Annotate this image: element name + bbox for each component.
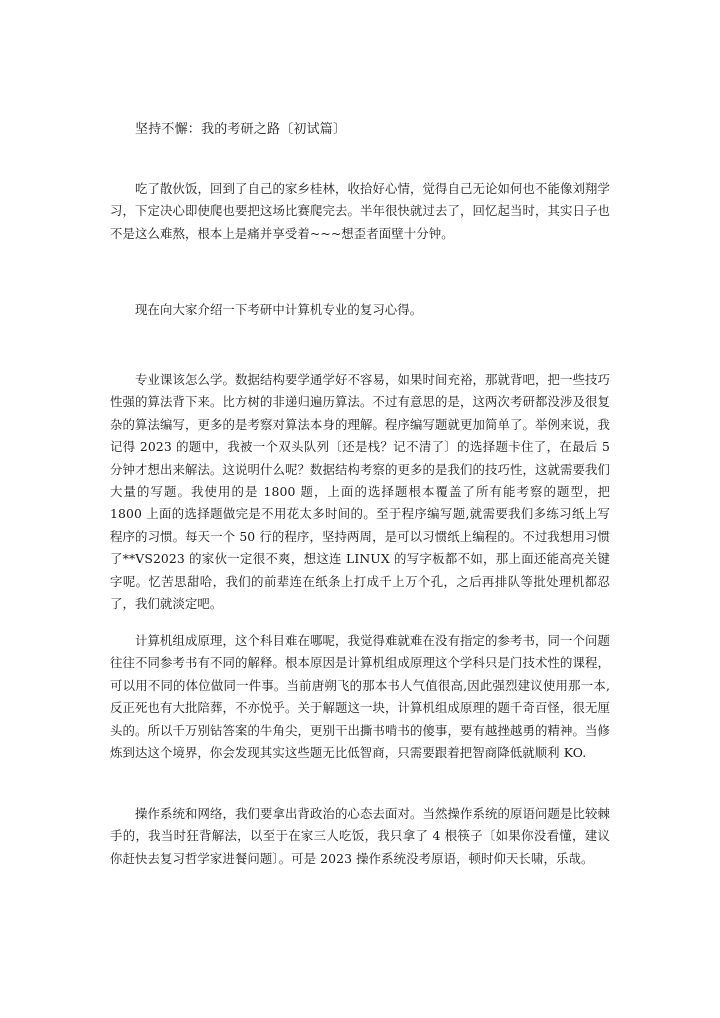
- paragraph-data-structures: 专业课该怎么学。数据结构要学通学好不容易，如果时间充裕，那就背吧，把一些技巧性强的算法背下来。比方树的非递归遍历算法。不过有意思的是，这两次考研都没涉及很复杂的算法编写，更多的是考察对算法本身的理解。程序编写题就更加简单了。举例来说，我记得 2023 的题中，我被一个双头队列〔还是栈？记不清了〕的选择题卡住了，在最后 5 分钟才想出来解法。这说明什么呢？数据结构考察的更多的是我们的技巧性，这就需要我们大量的写题。我使用的是 1800 题，上面的选择题根本覆盖了所有能考察的题型，把 1800 上面的选择题做完是不用花太多时间的。至于程序编写题,就需要我们多练习纸上写程序的习惯。每天一个 50 行的程序，坚持两周，是可以习惯纸上编程的。不过我想用习惯了**VS2023 的家伙一定很不爽，想这连 LINUX 的写字板都不如，那上面还能高亮关键字呢。忆苦思甜哈，我们的前辈连在纸条上打成千上万个孔，之后再排队等批处理机都忍了，我们就淡定吧。: [110, 372, 610, 612]
- article-title: 坚持不懈：我的考研之路〔初试篇〕: [135, 122, 347, 137]
- paragraph-computer-organization: 计算机组成原理，这个科目难在哪呢，我觉得难就难在没有指定的参考书，同一个问题往往不同参考书有不同的解释。根本原因是计算机组成原理这个学科只是门技术性的课程，可以用不同的体位做同一件事。当前唐朔飞的那本书人气值很高,因此强烈建议使用那一本,反正死也有大批陪葬，不亦悦乎。关于解题这一块，计算机组成原理的题千奇百怪，很无厘头的。所以千万别钻答案的牛角尖，更别干出撕书啃书的傻事，要有越挫越勇的精神。当修炼到达这个境界，你会发现其实这些题无比低智商，只需要跟着把智商降低就顺利 KO.: [110, 633, 610, 761]
- paragraph-os-network: 操作系统和网络，我们要拿出背政治的心态去面对。当然操作系统的原语问题是比较棘手的，我当时狂背解法，以至于在家三人吃饭，我只拿了 4 根筷子〔如果你没看懂，建议你赶快去复习哲学家进餐问题〕。可是 2023 操作系统没考原语，顿时仰天长啸，乐哉。: [110, 806, 610, 866]
- paragraph-overview: 现在向大家介绍一下考研中计算机专业的复习心得。: [135, 302, 423, 317]
- paragraph-intro: 吃了散伙饭，回到了自己的家乡桂林，收拾好心情，觉得自己无论如何也不能像刘翔学习，下定决心即使爬也要把这场比赛爬完去。半年很快就过去了，回忆起当时，其实日子也不是这么难熬，根本上是痛并享受着~~~想歪者面壁十分钟。: [110, 181, 610, 241]
